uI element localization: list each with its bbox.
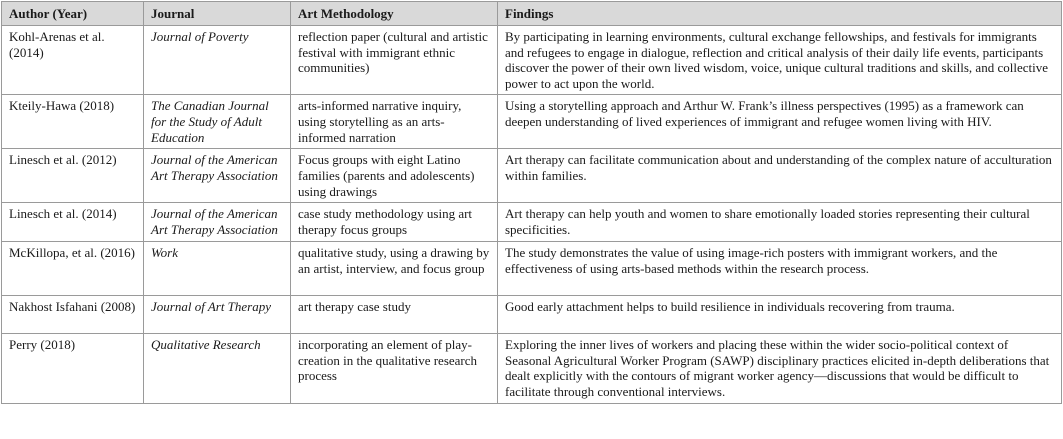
cell-author: Nakhost Isfahani (2008) (2, 296, 144, 334)
cell-findings: Good early attachment helps to build resilience in individuals recovering from trauma. (498, 296, 1062, 334)
cell-findings: Using a storytelling approach and Arthur W. Frank’s illness perspectives (1995) as a framework can deepen understanding of lived experiences of immigrant and refugee women living with HIV. (498, 95, 1062, 149)
cell-author: Kohl-Arenas et al. (2014) (2, 26, 144, 95)
cell-method: incorporating an element of play-creation in the qualitative research process (291, 334, 498, 403)
cell-method: qualitative study, using a drawing by an artist, interview, and focus group (291, 242, 498, 296)
cell-findings: The study demonstrates the value of using image-rich posters with immigrant workers, and the effectiveness of using arts-based methods within the research process. (498, 242, 1062, 296)
cell-journal: Journal of the American Art Therapy Association (144, 203, 291, 242)
table-row (2, 334, 1062, 403)
cell-method: arts-informed narrative inquiry, using storytelling as an arts-informed narration (291, 95, 498, 149)
cell-method: reflection paper (cultural and artistic festival with immigrant ethnic communities) (291, 26, 498, 95)
cell-author: Linesch et al. (2014) (2, 203, 144, 242)
header-row (2, 2, 1062, 26)
header-journal: Journal (144, 2, 291, 26)
cell-findings: By participating in learning environments, cultural exchange fellowships, and festivals for immigrants and refugees to engage in dialogue, reflection and critical analysis of their daily life events, participants discover the power of their own lived wisdom, voice, unique cultural traditions and skills, and collective power to act upon the world. (498, 26, 1062, 95)
table-row (2, 149, 1062, 203)
cell-author: Kteily-Hawa (2018) (2, 95, 144, 149)
cell-author: Perry (2018) (2, 334, 144, 403)
header-method: Art Methodology (291, 2, 498, 26)
table-row (2, 26, 1062, 95)
cell-method: Focus groups with eight Latino families (parents and adolescents) using drawings (291, 149, 498, 203)
table-row (2, 95, 1062, 149)
cell-journal: Journal of Art Therapy (144, 296, 291, 334)
cell-journal: The Canadian Journal for the Study of Adult Education (144, 95, 291, 149)
cell-journal: Qualitative Research (144, 334, 291, 403)
cell-journal: Work (144, 242, 291, 296)
cell-author: Linesch et al. (2012) (2, 149, 144, 203)
header-author: Author (Year) (2, 2, 144, 26)
cell-findings: Art therapy can help youth and women to share emotionally loaded stories representing their cultural specificities. (498, 203, 1062, 242)
cell-author: McKillopa, et al. (2016) (2, 242, 144, 296)
table-row (2, 296, 1062, 334)
cell-findings: Art therapy can facilitate communication about and understanding of the complex nature of acculturation within families. (498, 149, 1062, 203)
table-header (2, 2, 1062, 26)
literature-table (1, 1, 1062, 404)
header-findings: Findings (498, 2, 1062, 26)
table-body (2, 26, 1062, 404)
cell-method: case study methodology using art therapy focus groups (291, 203, 498, 242)
cell-findings: Exploring the inner lives of workers and placing these within the wider socio-political context of Seasonal Agricultural Worker Program (SAWP) disciplinary practices elicited in-depth deliberations that dealt explicitly with the contours of migrant worker agency—discussions that would be difficult to facilitate through conventional interviews. (498, 334, 1062, 403)
cell-method: art therapy case study (291, 296, 498, 334)
cell-journal: Journal of the American Art Therapy Association (144, 149, 291, 203)
cell-journal: Journal of Poverty (144, 26, 291, 95)
table-row (2, 203, 1062, 242)
table-row (2, 242, 1062, 296)
